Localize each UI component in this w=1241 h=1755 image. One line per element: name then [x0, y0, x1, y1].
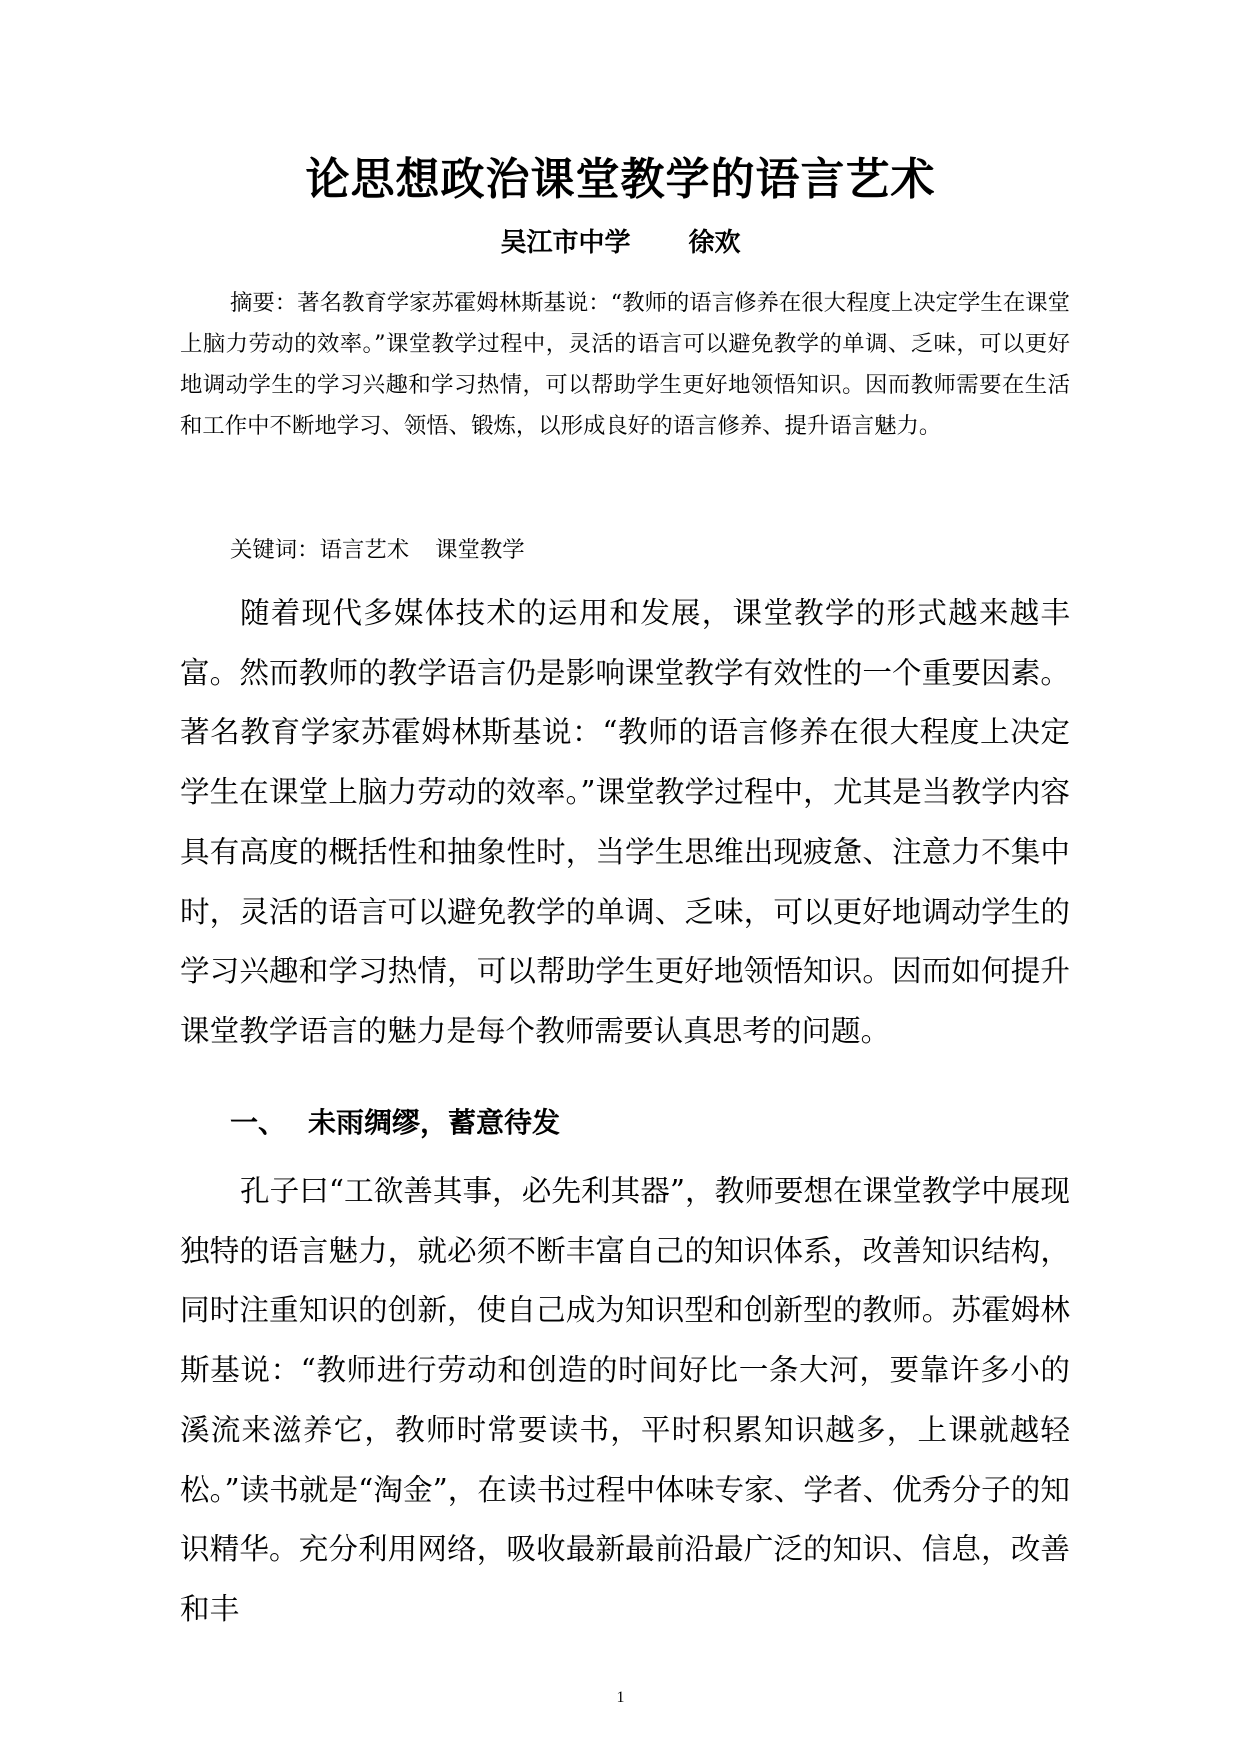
body-paragraph: 孔子曰“工欲善其事，必先利其器”，教师要想在课堂教学中展现独特的语言魅力，就必须不断丰富自己的知识体系，改善知识结构，同时注重知识的创新，使自己成为知识型和创新型的教师。苏霍姆林斯基说：“教师进行劳动和创造的时间好比一条大河，要靠许多小的溪流来滋养它，教师时常要读书，平时积累知识越多，上课就越轻松。”读书就是“淘金”，在读书过程中体味专家、学者、优秀分子的知识精华。充分利用网络，吸收最新最前沿最广泛的知识、信息，改善和丰	[180, 1174, 1070, 1626]
section-number: 一、	[230, 1106, 287, 1139]
keywords-label: 关键词：	[230, 537, 320, 563]
page-number: 1	[616, 1689, 625, 1706]
section-title: 未雨绸缪，蓄意待发	[308, 1106, 561, 1139]
body-paragraph: 随着现代多媒体技术的运用和发展，课堂教学的形式越来越丰富。然而教师的教学语言仍是影响课堂教学有效性的一个重要因素。著名教育学家苏霍姆林斯基说：“教师的语言修养在很大程度上决定学生在课堂上脑力劳动的效率。”课堂教学过程中，尤其是当教学内容具有高度的概括性和抽象性时，当学生思维出现疲惫、注意力不集中时，灵活的语言可以避免教学的单调、乏味，可以更好地调动学生的学习兴趣和学习热情，可以帮助学生更好地领悟知识。因而如何提升课堂教学语言的魅力是每个教师需要认真思考的问题。	[180, 596, 1070, 1048]
keywords-line	[230, 532, 525, 568]
author-name: 徐欢	[688, 228, 741, 258]
school-name: 吴江市中学	[500, 228, 631, 258]
abstract-paragraph: 摘要：著名教育学家苏霍姆林斯基说：“教师的语言修养在很大程度上决定学生在课堂上脑力劳动的效率。”课堂教学过程中，灵活的语言可以避免教学的单调、乏味，可以更好地调动学生的学习兴趣和学习热情，可以帮助学生更好地领悟知识。因而教师需要在生活和工作中不断地学习、领悟、锻炼，以形成良好的语言修养、提升语言魅力。	[180, 290, 1070, 439]
keyword: 语言艺术	[319, 537, 410, 563]
section-heading	[230, 1103, 560, 1143]
document-title: 论思想政治课堂教学的语言艺术	[305, 154, 936, 205]
author-byline	[0, 225, 1241, 261]
keyword: 课堂教学	[435, 537, 525, 563]
